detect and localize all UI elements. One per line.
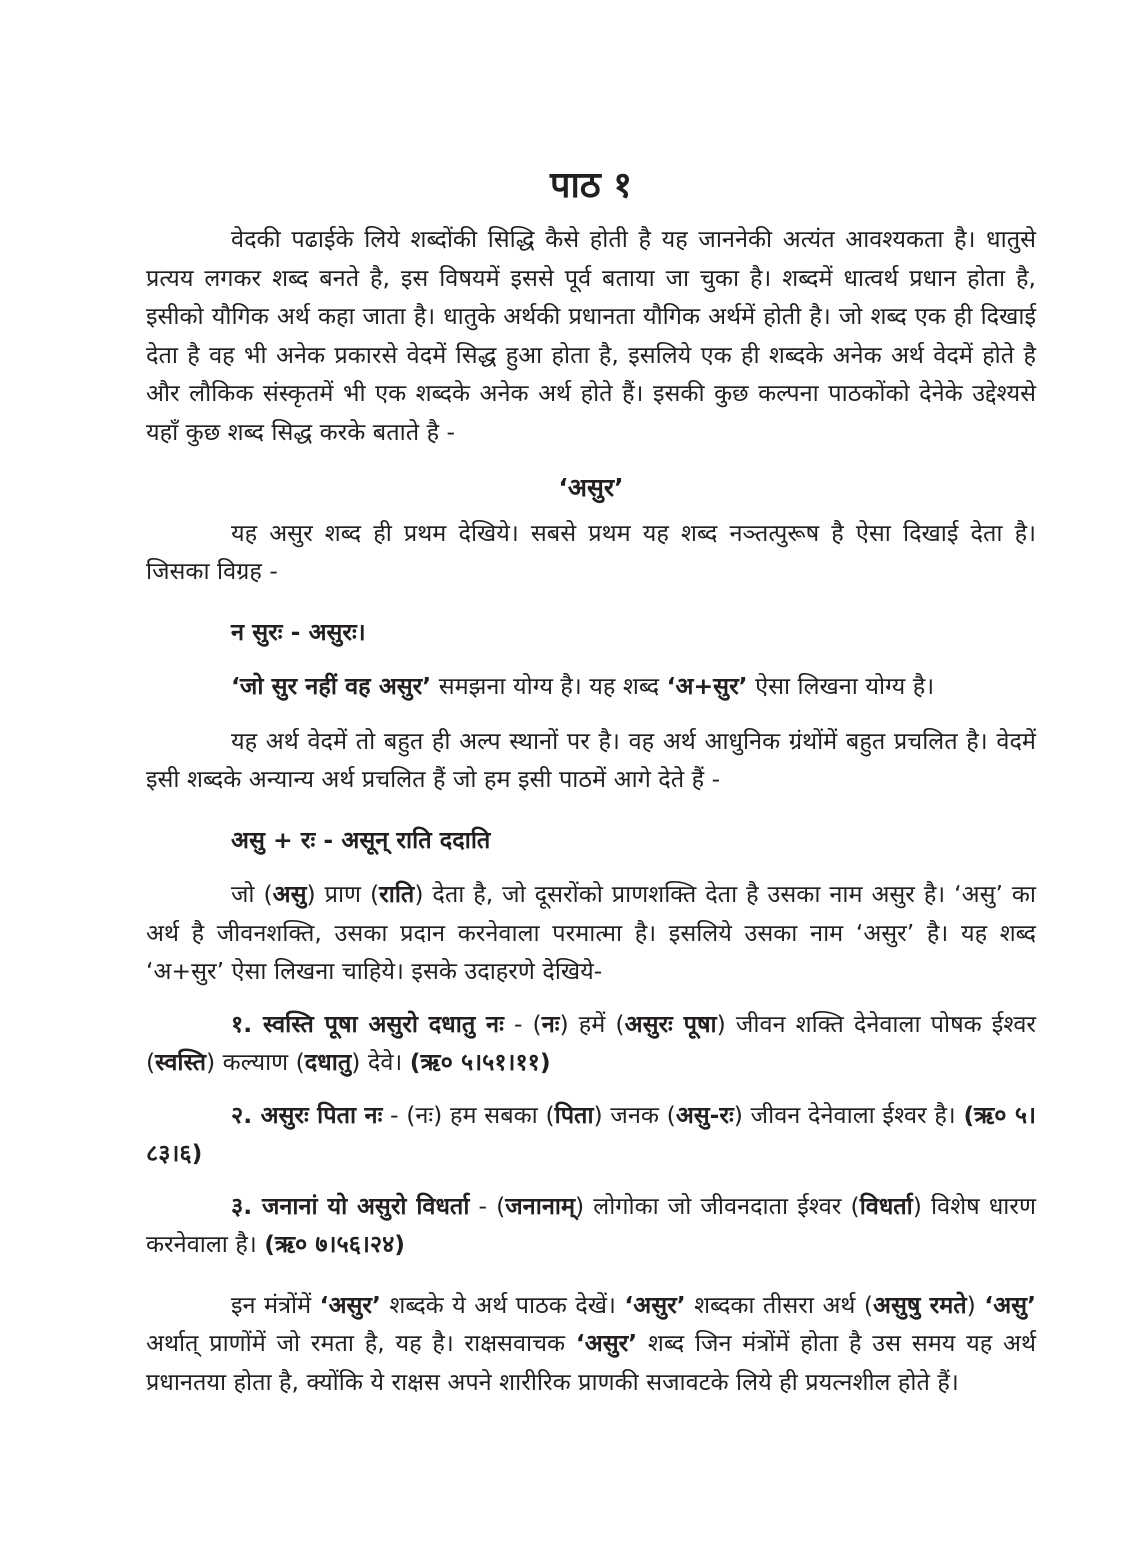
p5-text-5: अर्थात् प्राणोंमें जो रमता है, यह है। राक्षसवाचक <box>146 1329 576 1357</box>
ex1-bold-1: १. स्वस्ति पूषा असुरो दधातु नः <box>231 1009 504 1038</box>
ex3-bold-1: ३. जनानां यो असुरो विधर्ता <box>231 1191 470 1220</box>
paragraph-1 <box>146 514 1036 591</box>
ex2-bold-3: असु-रः <box>675 1100 734 1129</box>
p4-bold-1: असु <box>272 880 307 908</box>
ex1-text-3: ) जीवन शक्ति देनेवाला पोषक ईश्वर ( <box>146 1009 1037 1076</box>
p4-text-3: ) देता है, जो दूसरोंको प्राणशक्ति देता है उसका नाम असुर है। ‘असु’ का अर्थ है जीवनशक्ति, उसका प्रदान करनेवाला परमात्मा है। इसलिये उसका नाम ‘असुर’ है। यह शब्द ‘अ+सुर’ ऐसा लिखना चाहिये। इसके उदाहरणे देखिये- <box>146 880 1036 985</box>
p2-text-1: समझना योग्य है। यह शब्द <box>431 672 667 700</box>
ex1-text-1: - ( <box>503 1009 542 1038</box>
ex3-bold-3: विधर्ता <box>859 1191 913 1220</box>
lesson-title: पाठ १ <box>550 165 632 206</box>
ex2-bold-2: पिता <box>554 1100 594 1129</box>
ex2-text-2: ) जनक ( <box>593 1100 676 1129</box>
paragraph-1-text: यह असुर शब्द ही प्रथम देखिये। सबसे प्रथम यह शब्द नञ्तत्पुरूष है ऐसा दिखाई देता है। जिसका विग्रह - <box>146 518 1036 585</box>
formula-1: न सुरः - असुरः। <box>231 617 366 646</box>
example-2 <box>146 1096 1036 1173</box>
p5-bold-3: असुषु रमते <box>873 1290 967 1319</box>
ex3-text-3: ) विशेष धारण करनेवाला है। <box>146 1191 1036 1258</box>
p5-bold-2: ‘असुर’ <box>624 1290 686 1319</box>
p5-text-1: इन मंत्रोंमें <box>231 1290 320 1319</box>
ex3-bold-2: जनानाम् <box>505 1191 575 1220</box>
paragraph-3 <box>146 722 1036 799</box>
p5-bold-4: ‘असु’ <box>984 1290 1036 1319</box>
ex2-text-1: - (नः) हम सबका ( <box>382 1100 555 1129</box>
p2-bold-2: ‘अ+सुर’ <box>666 672 748 700</box>
example-1 <box>146 1005 1036 1082</box>
ex2-text-3: ) जीवन देनेवाला ईश्वर है। <box>733 1100 964 1129</box>
p4-text-1: जो ( <box>231 880 273 908</box>
p5-text-4: ) <box>966 1290 985 1319</box>
ex2-bold-1: २. असुरः पिता नः <box>231 1100 383 1129</box>
p5-bold-5: ‘असुर’ <box>575 1329 638 1357</box>
paragraph-4 <box>146 875 1036 991</box>
ex1-bold-4: स्वस्ति <box>155 1048 207 1076</box>
ex1-bold-3: असुरः पूषा <box>624 1009 717 1038</box>
section-heading: ‘असुर’ <box>558 473 624 502</box>
ex1-text-2: ) हमें ( <box>559 1009 625 1038</box>
paragraph-3-text: यह अर्थ वेदमें तो बहुत ही अल्प स्थानों पर है। वह अर्थ आधुनिक ग्रंथोंमें बहुत प्रचलित है। वेदमें इसी शब्दके अन्यान्य अर्थ प्रचलित हैं जो हम इसी पाठमें आगे देते हैं - <box>146 726 1036 793</box>
ex1-reference: (ऋ० ५।५१।११) <box>409 1048 551 1076</box>
ex3-text-2: ) लोगोका जो जीवनदाता ईश्वर ( <box>575 1191 860 1220</box>
ex1-bold-5: दधातु <box>304 1048 352 1076</box>
p4-text-2: ) प्राण ( <box>306 880 380 908</box>
paragraph-2 <box>146 667 1036 706</box>
paragraph-5 <box>146 1286 1036 1402</box>
ex2-reference: (ऋ० ५।८३।६) <box>146 1100 1036 1167</box>
p4-bold-2: राति <box>379 880 415 908</box>
p5-text-2: शब्दके ये अर्थ पाठक देखें। <box>380 1290 625 1319</box>
p2-text-2: ऐसा लिखना योग्य है। <box>747 672 935 700</box>
intro-paragraph <box>146 220 1036 451</box>
p5-text-3: शब्दका तीसरा अर्थ ( <box>685 1290 874 1319</box>
example-3 <box>146 1187 1036 1264</box>
ex1-text-4: ) कल्याण ( <box>206 1048 305 1076</box>
intro-text: वेदकी पढाईके लिये शब्दोंकी सिद्धि कैसे होती है यह जाननेकी अत्यंत आवश्यकता है। धातुसे प्रत्यय लगकर शब्द बनते है, इस विषयमें इससे पूर्व बताया जा चुका है। शब्दमें धात्वर्थ प्रधान होता है, इसीको यौगिक अर्थ कहा जाता है। धातुके अर्थकी प्रधानता यौगिक अर्थमें होती है। जो शब्द एक ही दिखाई देता है वह भी अनेक प्रकारसे वेदमें सिद्ध हुआ होता है, इसलिये एक ही शब्दके अनेक अर्थ वेदमें होते है और लौकिक संस्कृतमें भी एक शब्दके अनेक अर्थ होते हैं। इसकी कुछ कल्पना पाठकोंको देनेके उद्देश्यसे यहाँ कुछ शब्द सिद्ध करके बताते है - <box>146 225 1036 446</box>
document-page <box>146 158 1036 1401</box>
p5-text-6: शब्द जिन मंत्रोंमें होता है उस समय यह अर्थ प्रधानतया होता है, क्योंकि ये राक्षस अपने शारीरिक प्राणकी सजावटके लिये ही प्रयत्नशील होते हैं। <box>146 1329 1037 1396</box>
ex1-text-5: ) देवे। <box>351 1048 410 1076</box>
p2-bold-1: ‘जो सुर नहीं वह असुर’ <box>231 672 432 700</box>
ex3-reference: (ऋ० ७।५६।२४) <box>264 1230 406 1258</box>
p5-bold-1: ‘असुर’ <box>319 1290 381 1319</box>
formula-2: असु + रः - असून् राति ददाति <box>231 825 491 854</box>
ex1-bold-2: नः <box>541 1009 560 1038</box>
ex3-text-1: - ( <box>469 1191 506 1220</box>
